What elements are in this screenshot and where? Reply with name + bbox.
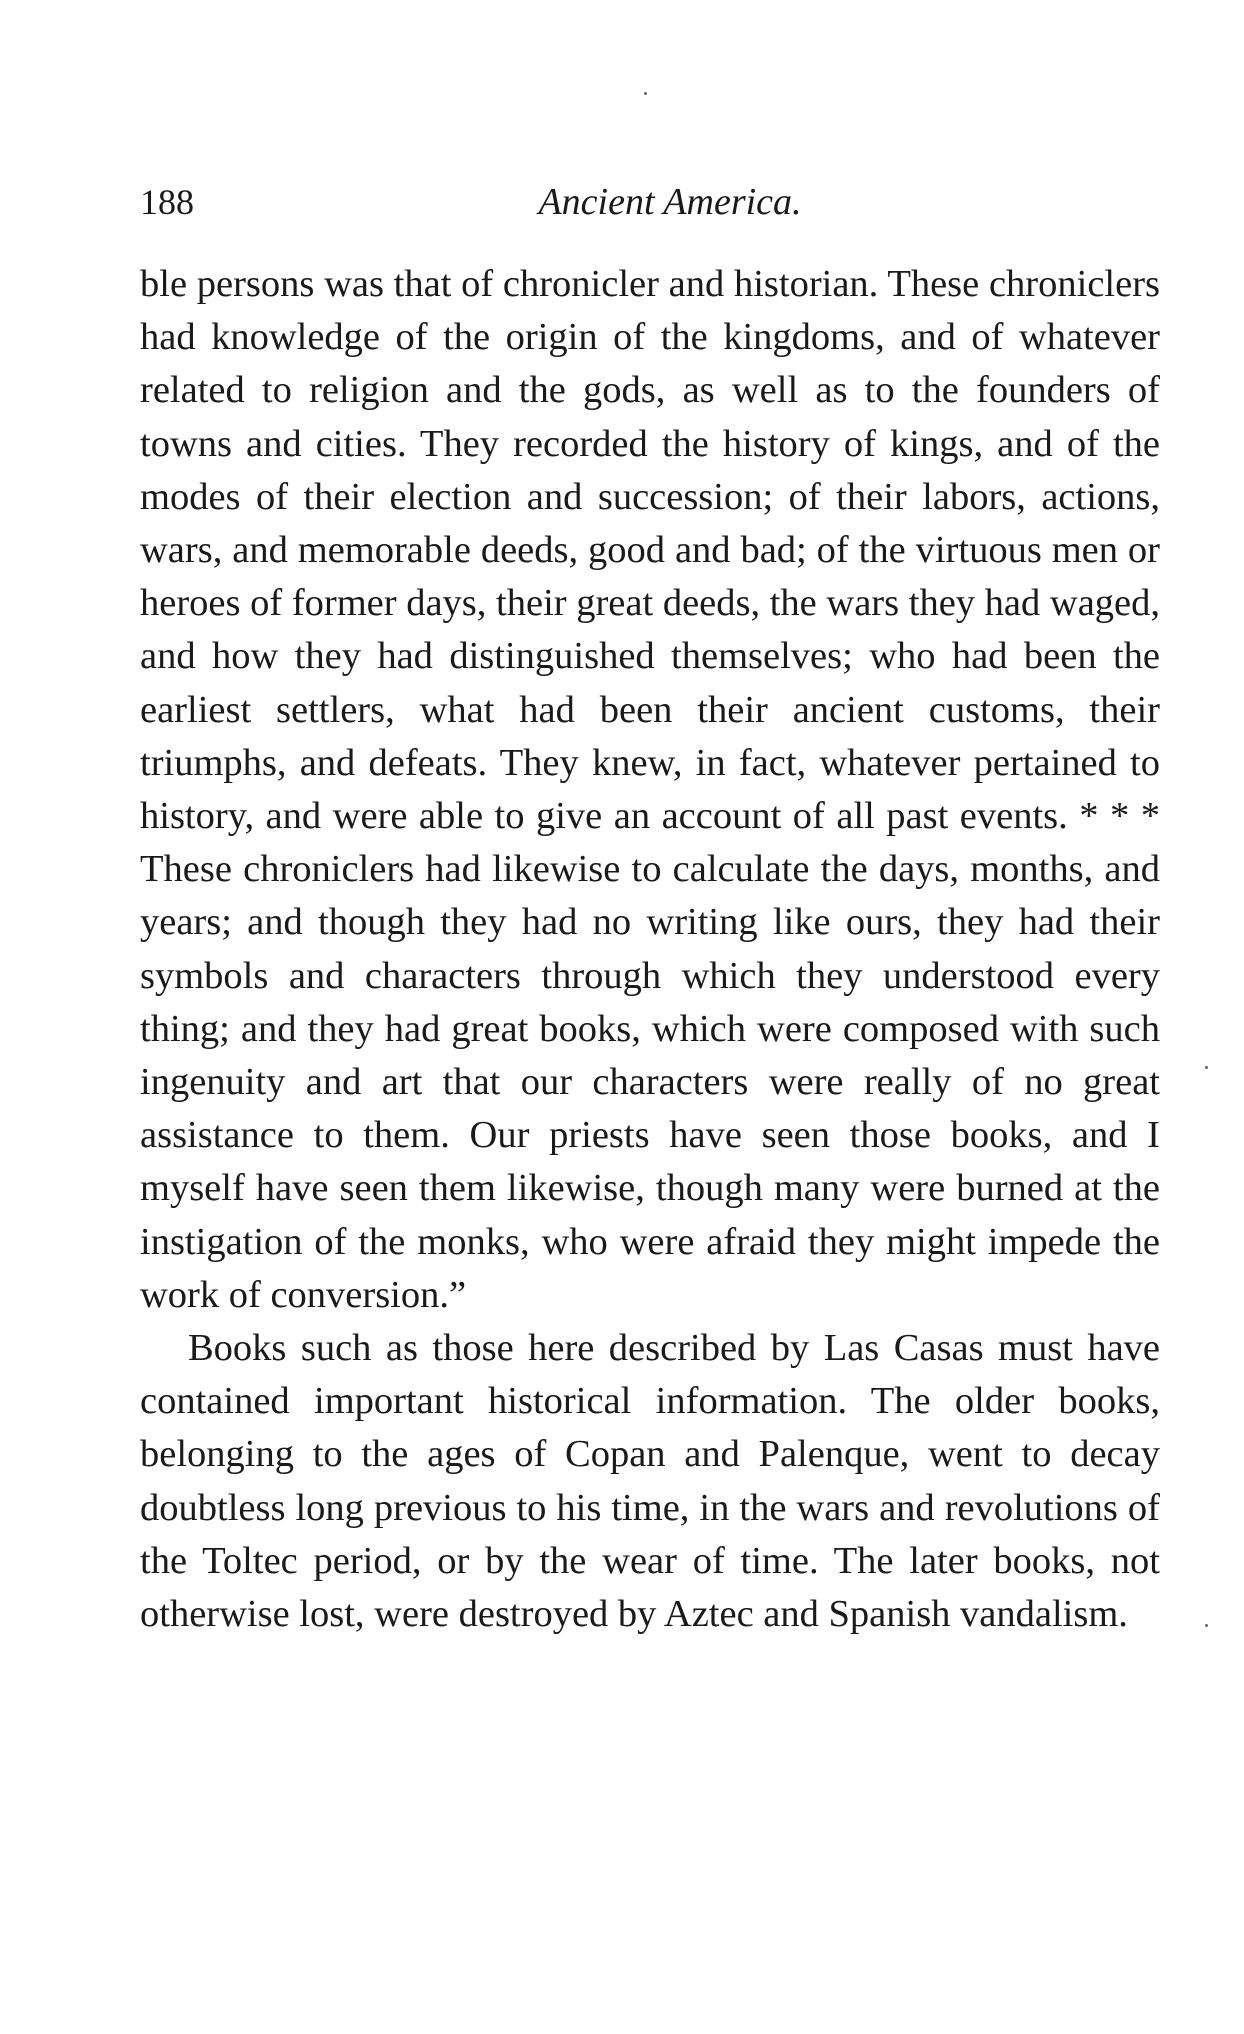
page-body — [140, 258, 1160, 1641]
scan-speck — [644, 92, 647, 95]
scan-speck — [1205, 1624, 1208, 1627]
page-number: 188 — [140, 182, 194, 222]
page-header — [140, 172, 1160, 232]
scan-speck — [1205, 1066, 1208, 1069]
running-title: Ancient America. — [538, 181, 802, 223]
paragraph: Books such as those here described by Las Casas must have contained important historical information. The older books, belonging to the ages of Copan and Palenque, went to decay doubtless long previous to his time, in the wars and revolutions of the Toltec period, or by the wear of time. The later books, not otherwise lost, were destroyed by Aztec and Spanish vandalism. — [140, 1327, 1160, 1636]
paragraph-continued: ble persons was that of chronicler and historian. These chroniclers had knowledge of the origin of the kingdoms, and of whatever related to religion and the gods, as well as to the founders of towns and cities. They recorded the history of kings, and of the modes of their election and succession; of their labors, actions, wars, and memorable deeds, good and bad; of the virtuous men or heroes of former days, their great deeds, the wars they had waged, and how they had distinguished themselves; who had been the earliest settlers, what had been their ancient customs, their triumphs, and defeats. They knew, in fact, whatever pertained to history, and were able to give an account of all past events. * * * These chroniclers had likewise to calculate the days, months, and years; and though they had no writing like ours, they had their symbols and characters through which they understood every thing; and they had great books, which were composed with such ingenuity and art that our characters were really of no great assistance to them. Our priests have seen those books, and I myself have seen them likewise, though many were burned at the instigation of the monks, who were afraid they might impede the work of conversion.” — [140, 263, 1160, 1316]
